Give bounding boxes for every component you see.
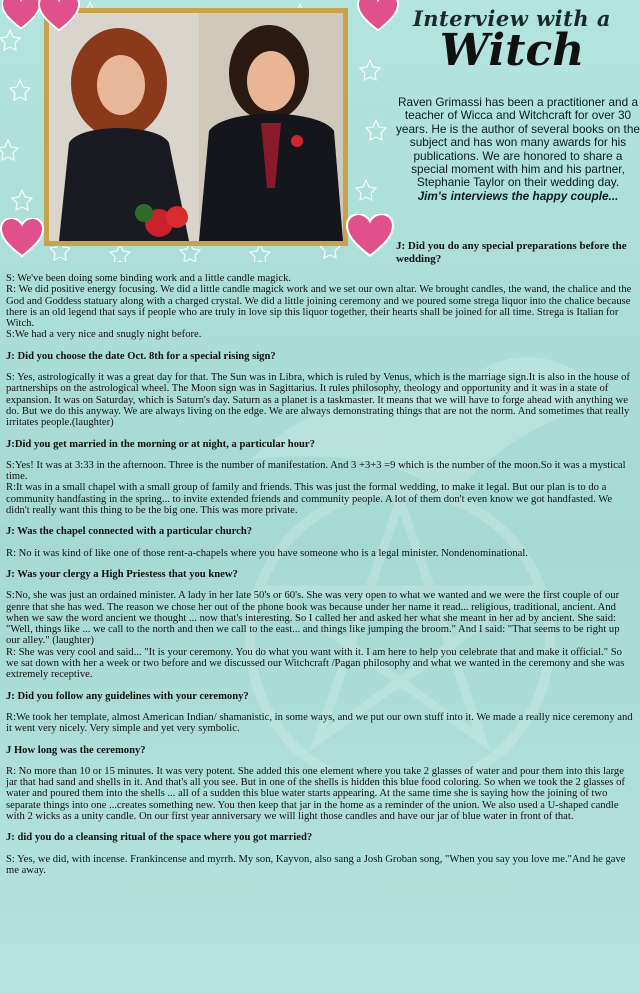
interview-answer: R: She was very cool and said... "It is your ceremony. You do what you want with it. I am here to help you celebrate that and make it official." So we sat down with her a week or two before and we discussed our Witchcraft /Pagan philosophy and what we wanted in the ceremony and she was extremely receptive.	[6, 646, 625, 681]
paragraph-gap	[6, 450, 634, 460]
interview-answer: R: We did positive energy focusing. We did a little candle magick work and we set our own altar. We brought candles, the wand, the chalice and the God and Goddess statuary along with a charged crystal. We did a little joining ceremony and we poured some strega liquor into the chalice because there is an old legend that says if people who are truly in love sip this liquor together, their hearts shall be joined for all time. Strega is Italian for Witch.	[6, 284, 632, 330]
interview-answer: S: Yes, we did, with incense. Frankincense and myrrh. My son, Kayvon, also sang a Josh Groban song, "When you say you love me."And he gave me away.	[6, 853, 626, 876]
heart-icon-bottom-left	[0, 218, 44, 260]
first-question: J: Did you do any special preparations before the wedding?	[396, 240, 627, 265]
wedding-photo-area	[0, 0, 400, 262]
interview-answer: S: Yes, astrologically it was a great day for that. The Sun was in Libra, which is ruled by Venus, which is the marriage sign.It is also in the house of partnerships on the astrological wheel. The Moon sign was in Sagittarius. It rules philosophy, theology and opportunity and it was in a state of expansion. It was on Saturday, which is Saturn's day. Saturn as a planet is a taskmaster. It means that we will have to forge ahead with anything we do. But we do this anyway. We are always living on the edge. We are always demonstrating things that are not the norm. And sometimes that really irritates people.(laughter)	[6, 372, 630, 429]
interview-question: J How long was the ceremony?	[6, 744, 146, 756]
interview-question: J:Did you get married in the morning or at night, a particular hour?	[6, 438, 315, 450]
paragraph-gap	[6, 702, 634, 712]
interview-question: J: did you do a cleansing ritual of the space where you got married?	[6, 832, 313, 844]
paragraph-gap	[6, 538, 634, 548]
interview-question: J: Was the chapel connected with a particular church?	[6, 526, 253, 538]
interview-answer: R:We took her template, almost American Indian/ shamanistic, in some ways, and we put our own stuff into it. We made a really nice ceremony and it went very nicely. Very simple and yet very symbolic.	[6, 711, 633, 735]
paragraph-gap	[6, 580, 634, 590]
interview-question: J: Did you choose the date Oct. 8th for a special rising sign?	[6, 350, 276, 362]
intro-blurb	[396, 96, 640, 203]
heart-icon-top-left	[2, 0, 40, 32]
paragraph-gap	[6, 822, 634, 832]
paragraph-gap	[6, 559, 634, 569]
paragraph-gap	[6, 681, 634, 691]
intro-tagline: Jim's interviews the happy couple...	[417, 188, 619, 203]
paragraph-gap	[6, 429, 634, 439]
title-line1: Interview with a	[412, 6, 612, 31]
paragraph-gap	[6, 735, 634, 745]
interview-answer: R: No more than 10 or 15 minutes. It was very potent. She added this one element where you take 2 glasses of water and pour them into this large jar that had sand and shells in it. And that's all you see. But in one of the shells is hidden this blue food coloring. So when we took the 2 glasses of water and poured them into the shells ... all of a sudden this blue water starts appearing. At the same time she is saying how the joining of two separate things into one ...creates something new. You then keep that jar in the home as a reminder of the union. We also used a U-shaped candle with 2 wicks as a unity candle. On our first year anniversary we will light those candles and have our jar of blue water in front of that.	[6, 765, 625, 822]
paragraph-gap	[6, 516, 634, 526]
interview-answer: S:We had a very nice and snugly night before.	[6, 329, 202, 341]
interview-answer: S:No, she was just an ordained minister. A lady in her late 50's or 60's. She was very open to what we wanted and we were the first couple of our genre that she has wed. The reason we chose her out of the phone book was because under her name it read... religious, traditional, ancient. And when we saw the word ancient we thought ... now that's interesting. So I called her and asked her what she meant in her ad by ancient. She said: "Well, things like ... we call to the north and then we call to the east... and things like jumping the broom." And I said: "That seems to be right up our alley." (laughter)	[6, 590, 620, 647]
interview-question: J: Was your clergy a High Priestess that you knew?	[6, 568, 238, 580]
interview-answer: R:It was in a small chapel with a small group of family and friends. This was just the formal wedding, to make it legal. But our plan is to do a community handfasting in the spring... to invite extended friends and community people. A lot of them don't even know we got handfasted. We didn't really want this thing to be the big one. This was more private.	[6, 482, 613, 517]
paragraph-gap	[6, 362, 634, 372]
interview-answer: S: We've been doing some binding work and a little candle magick.	[6, 273, 292, 284]
heart-icon-bottom-right	[346, 214, 394, 260]
couple-illustration	[49, 13, 343, 241]
article-title	[392, 6, 632, 76]
interview-question: J: Did you follow any guidelines with your ceremony?	[6, 690, 249, 702]
interview-body	[6, 273, 634, 876]
paragraph-gap	[6, 756, 634, 766]
paragraph-gap	[6, 844, 634, 854]
interview-answer: R: No it was kind of like one of those rent-a-chapels where you have someone who is a legal minister. Nondenominational.	[6, 547, 528, 559]
paragraph-gap	[6, 341, 634, 351]
title-line2: Witch	[439, 25, 585, 76]
heart-icon-top-left-2	[38, 0, 80, 34]
wedding-photo	[44, 8, 348, 246]
intro-text: Raven Grimassi has been a practitioner and a teacher of Wicca and Witchcraft for over 30 years. He is the author of several books on the subject and has won many awards for his publications. We are honored to share a special moment with him and his partner, Stephanie Taylor on their wedding day.	[396, 95, 640, 190]
interview-answer: S:Yes! It was at 3:33 in the afternoon. Three is the number of manifestation. And 3 +3+3 =9 which is the number of the moon.So it was a mystical time.	[6, 459, 626, 483]
